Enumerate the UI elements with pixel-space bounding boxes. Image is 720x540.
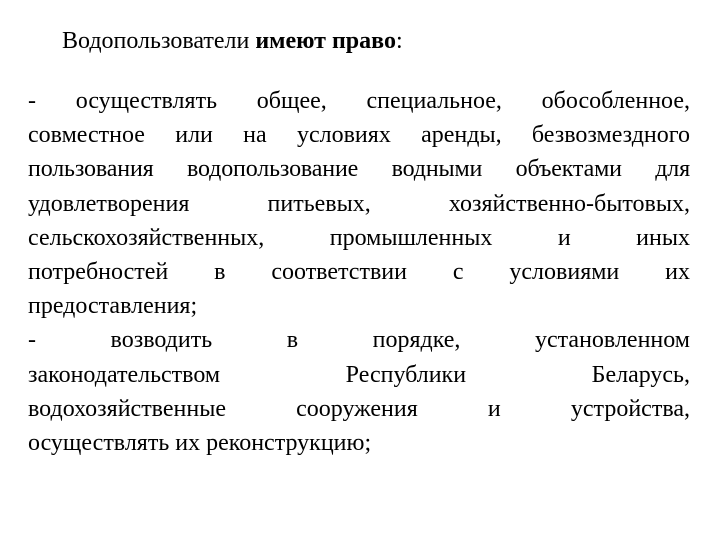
text-line: осуществлять их реконструкцию; — [28, 429, 372, 456]
text-line: законодательством Республики Беларусь, — [28, 361, 690, 388]
text-line: потребностей в соответствии с условиями их — [28, 258, 690, 285]
slide-title — [62, 24, 403, 58]
title-suffix: : — [395, 28, 403, 54]
paragraph-right-to-build — [28, 323, 690, 460]
text-line: сельскохозяйственных, промышленных и иных — [28, 224, 690, 251]
text-line: - возводить в порядке, установленном — [28, 327, 690, 354]
text-line: - осуществлять общее, специальное, обособленное, — [28, 88, 690, 114]
text-line: совместное или на условиях аренды, безвозмездного — [28, 122, 690, 149]
title-prefix: Водопользователи — [62, 28, 256, 54]
text-line: удовлетворения питьевых, хозяйственно-бытовых, — [28, 190, 690, 217]
title-emphasis: имеют право — [255, 28, 396, 54]
text-line: водохозяйственные сооружения и устройства, — [28, 395, 690, 422]
paragraph-right-to-use — [28, 84, 690, 323]
slide-body — [28, 84, 690, 460]
text-line: предоставления; — [28, 293, 198, 320]
text-line: пользования водопользование водными объектами для — [28, 156, 690, 183]
